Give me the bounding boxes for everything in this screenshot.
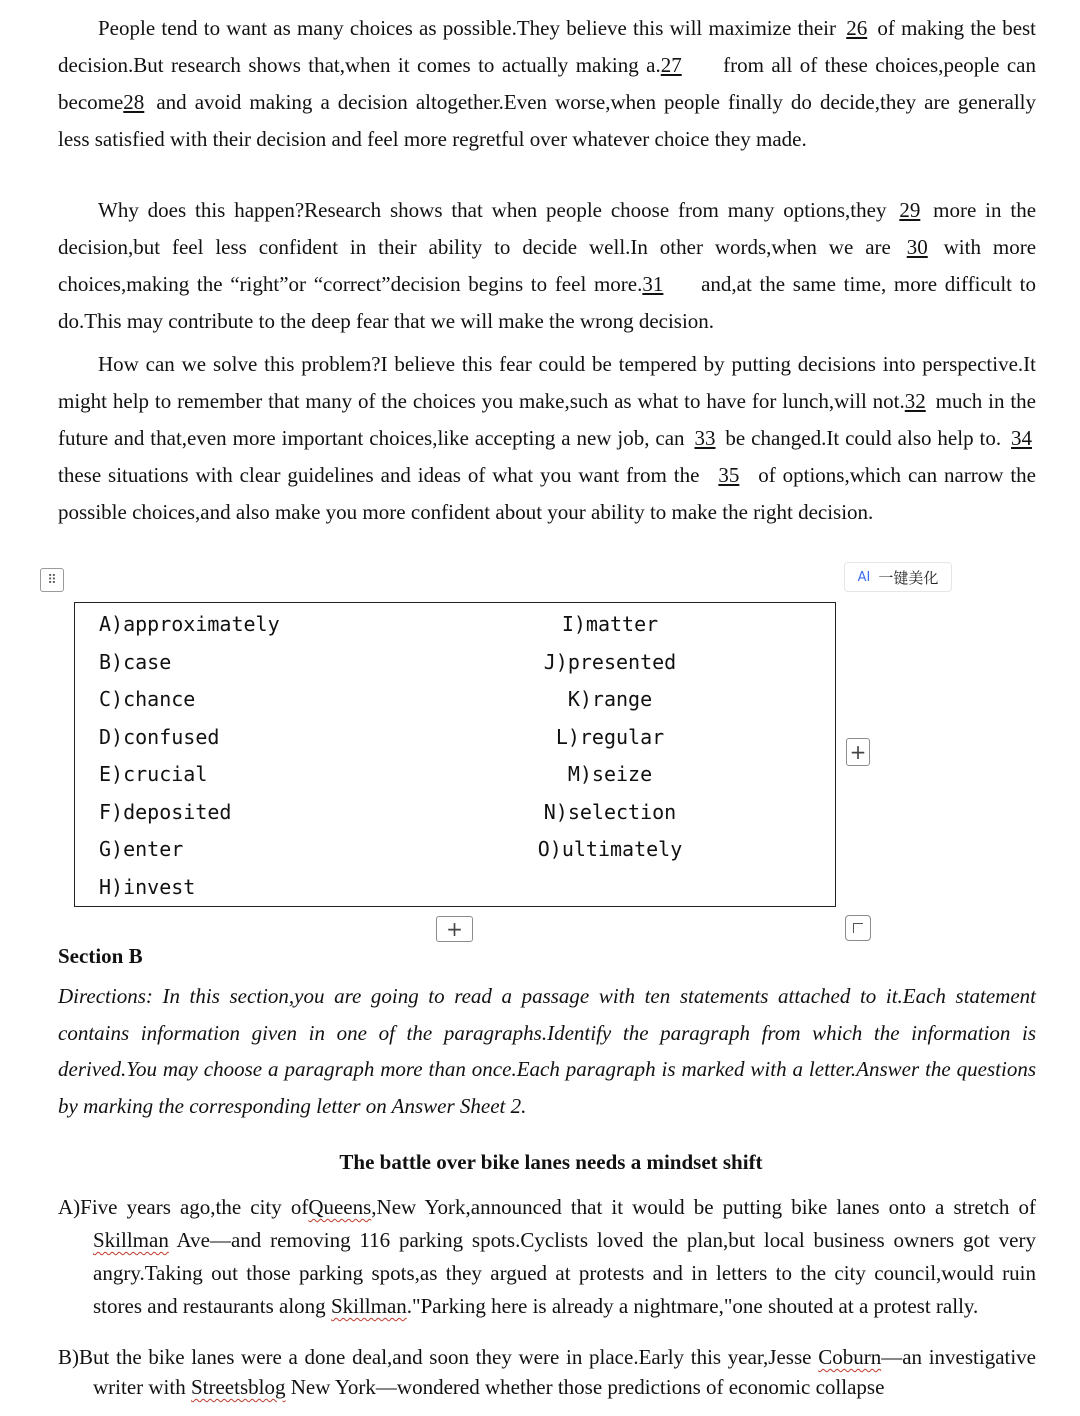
article-text: ,New York,announced that it would be putting bike lanes onto a stretch of — [371, 1195, 1036, 1219]
ai-beautify-button[interactable] — [844, 562, 952, 592]
article-text: —an investigative writer with — [93, 1345, 1037, 1399]
section-b-directions: Directions: In this section,you are going to read a passage with ten statements attached to it.Each statement contains information given in one of the paragraphs.Identify the paragraph from which the information is derived.You may choose a paragraph more than once.Each paragraph is marked with a letter.Answer the questions by marking the corresponding letter on Answer Sheet 2. — [58, 984, 1036, 1118]
word-bank-option: I)matter — [561, 612, 659, 636]
blank-35: 35 — [718, 463, 740, 487]
word-bank-left-column — [99, 609, 280, 909]
word-bank-option: A)approximately — [99, 612, 280, 636]
section-b-heading: Section B — [58, 944, 143, 968]
word-bank-table — [74, 602, 836, 907]
article-text: Ave—and removing 116 parking spots.Cyclists loved the plan,but local business owners got very angry.Taking out those parking spots,as they argued at protests and in letters to the city council,would ruin stores and restaurants along — [93, 1228, 1036, 1318]
passage-text: People tend to want as many choices as possible.They believe this will maximize their — [98, 16, 836, 40]
article-text: New York—wondered whether those predictions of economic collapse — [290, 1375, 885, 1399]
passage-text: How can we solve this problem?I believe this fear could be tempered by putting decisions into perspective.It might help to remember that many of the choices you make,such as what to have for lunch,will not. — [58, 352, 1036, 413]
blank-28: 28 — [123, 90, 145, 114]
passage-text: with more choices,making the “right”or “correct”decision begins to feel more. — [58, 235, 1037, 296]
ai-beautify-label: 一键美化 — [878, 568, 939, 587]
passage-text: much in the future and that,even more important choices,like accepting a new job, can — [58, 389, 1037, 450]
blank-27: 27 — [660, 53, 682, 77]
passage-text: Why does this happen?Research shows that when people choose from many options,they — [98, 198, 887, 222]
word-bank-option: H)invest — [99, 874, 196, 899]
blank-31: 31 — [642, 272, 664, 296]
word-bank-option: N)selection — [543, 799, 677, 824]
word-bank-option: J)presented — [543, 649, 677, 674]
passage-paragraph-3 — [58, 346, 1036, 531]
article-text: A)Five years ago,the city of — [58, 1195, 309, 1219]
article-paragraph-a — [58, 1191, 1036, 1323]
word-bank-right-column — [525, 609, 695, 872]
word-bank-option: G)enter — [99, 837, 184, 861]
spellcheck-word: Skillman — [330, 1294, 407, 1318]
passage-text: and,at the same time, more difficult to do.This may contribute to the deep fear that we will make the wrong decision. — [58, 272, 1036, 333]
spellcheck-word: Skillman — [93, 1228, 169, 1252]
passage-text: more in the decision,but feel less confident in their ability to decide well.In other words,when we are — [58, 198, 1037, 259]
word-bank-option: D)confused — [99, 724, 220, 749]
passage-paragraph-1 — [58, 10, 1036, 158]
passage-paragraph-2 — [58, 192, 1036, 340]
add-row-button[interactable]: + — [436, 916, 473, 942]
resize-table-icon[interactable] — [845, 915, 871, 941]
word-bank-option: L)regular — [555, 724, 665, 749]
word-bank-option: F)deposited — [99, 799, 232, 824]
add-column-button[interactable]: + — [846, 738, 870, 766]
article-text: B)But the bike lanes were a done deal,and soon they were in place.Early this year,Jesse — [58, 1345, 812, 1369]
blank-33: 33 — [694, 426, 716, 450]
blank-34: 34 — [1011, 426, 1032, 450]
word-bank-option: E)crucial — [99, 762, 208, 786]
article-text: ."Parking here is already a nightmare,"one shouted at a protest rally. — [406, 1294, 979, 1318]
word-bank-option: M)seize — [567, 762, 653, 786]
blank-26: 26 — [846, 16, 868, 40]
word-bank-option: C)chance — [99, 687, 196, 711]
word-bank-option: K)range — [567, 687, 653, 711]
blank-30: 30 — [906, 235, 928, 259]
passage-text: of making the best decision.But research shows that,when it comes to actually making a. — [58, 16, 1037, 77]
spellcheck-word: Queens — [308, 1195, 372, 1219]
passage-text: be changed.It could also help to. — [725, 426, 1002, 450]
blank-29: 29 — [899, 198, 921, 222]
passage-text: these situations with clear guidelines and ideas of what you want from the — [58, 463, 700, 487]
blank-32: 32 — [904, 389, 926, 413]
passage-text: from all of these choices,people can become — [58, 53, 1037, 114]
spellcheck-word: Coburn — [818, 1345, 882, 1369]
word-bank-option: O)ultimately — [537, 837, 683, 861]
article-paragraph-b — [58, 1342, 1036, 1402]
word-bank-option: B)case — [99, 649, 172, 674]
passage-text: and avoid making a decision altogether.Even worse,when people finally do decide,they are generally less satisfied with their decision and feel more regretful over whatever choice they made. — [58, 90, 1036, 151]
drag-handle-icon[interactable]: ⠿ — [40, 568, 64, 592]
resize-corner-icon — [853, 923, 863, 933]
passage-text: of options,which can narrow the possible choices,and also make you more confident about your ability to make the right decision. — [58, 463, 1037, 524]
ai-icon: AI — [857, 569, 871, 585]
spellcheck-word: Streetsblog — [190, 1375, 286, 1399]
article-title: The battle over bike lanes needs a mindset shift — [339, 1150, 763, 1174]
